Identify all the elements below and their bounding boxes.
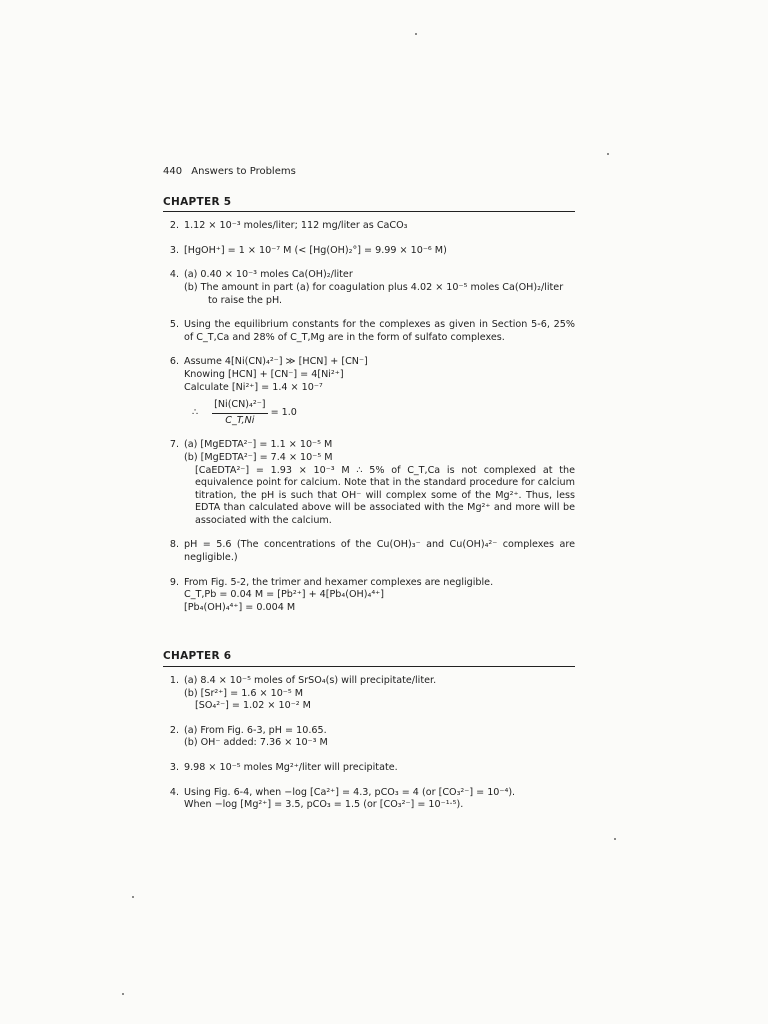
answer-line: (b) The amount in part (a) for coagulation plus 4.02 × 10⁻⁵ moles Ca(OH)₂/liter [184,281,564,293]
page-number: 440 [163,166,183,177]
fraction-result: = 1.0 [270,406,297,418]
scan-speck [122,993,124,995]
answer-number: 5. [169,319,179,331]
answer-line: [CaEDTA²⁻] = 1.93 × 10⁻³ M ∴ 5% of C_T,Ca is not complexed at the equivalence point for calcium. Note that in the standard procedure for calcium titration, the pH is such that OH⁻ will complex some of the Mg²⁺. Thus, less EDTA than calculated above will be associated with the Mg²⁺ and more will be associated with the calcium. [195,464,575,526]
answer-line: Knowing [HCN] + [CN⁻] = 4[Ni²⁺] [184,368,344,380]
answer-line: [HgOH⁺] = 1 × 10⁻⁷ M (< [Hg(OH)₂°] = 9.99 × 10⁻⁶ M) [184,244,447,256]
answer-number: 3. [169,244,179,256]
answer-line: (b) [MgEDTA²⁻] = 7.4 × 10⁻⁵ M [184,451,333,463]
answer-line: 9.98 × 10⁻⁵ moles Mg²⁺/liter will precipitate. [184,762,398,773]
fraction-numerator: [Ni(CN)₄²⁻] [212,399,267,414]
answer-line: From Fig. 5-2, the trimer and hexamer complexes are negligible. [184,576,494,588]
answer-item [163,577,575,615]
answer-number: 3. [169,762,179,773]
answer-line: 1.12 × 10⁻³ moles/liter; 112 mg/liter as CaCO₃ [184,220,408,232]
answer-item [163,439,575,527]
answer-line: pH = 5.6 (The concentrations of the Cu(OH)₃⁻ and Cu(OH)₄²⁻ complexes are negligible.) [184,539,575,564]
chapter-heading: CHAPTER 5 [163,196,575,213]
chapter-section [163,196,575,615]
answer-number: 2. [169,724,179,736]
answer-number: 4. [169,269,179,281]
scan-speck [614,838,616,840]
answer-line: (a) [MgEDTA²⁻] = 1.1 × 10⁻⁵ M [184,439,333,451]
answer-line: When −log [Mg²⁺] = 3.5, pCO₃ = 1.5 (or [CO₃²⁻] = 10⁻¹·⁵). [184,799,464,811]
answer-line: (a) 0.40 × 10⁻³ moles Ca(OH)₂/liter [184,269,353,281]
answer-item [163,220,575,233]
scan-speck [415,33,417,35]
answer-line: (b) [Sr²⁺] = 1.6 × 10⁻⁵ M [184,687,304,699]
fraction-denominator: C_T,Ni [225,414,255,426]
answer-line: to raise the pH. [208,294,283,306]
answer-item [163,269,575,307]
answer-line: Using the equilibrium constants for the complexes as given in Section 5-6, 25% of C_T,Ca and 28% of C_T,Mg are in the form of sulfato complexes. [184,319,575,343]
answer-item [163,356,575,427]
scan-speck [607,153,609,155]
answer-line: (a) From Fig. 6-3, pH = 10.65. [184,724,327,736]
answer-number: 9. [169,576,179,588]
answer-line: C_T,Pb = 0.04 M = [Pb²⁺] + 4[Pb₄(OH)₄⁴⁺] [184,589,384,601]
answer-line: [SO₄²⁻] = 1.02 × 10⁻² M [195,700,311,712]
answer-item [163,725,575,750]
answer-line: Using Fig. 6-4, when −log [Ca²⁺] = 4.3, pCO₃ = 4 (or [CO₃²⁻] = 10⁻⁴). [184,786,516,798]
answer-number: 8. [169,539,179,551]
answer-number: 6. [169,356,179,368]
ratio-equation [192,399,575,427]
answer-line: (b) OH⁻ added: 7.36 × 10⁻³ M [184,737,328,749]
answer-line: [Pb₄(OH)₄⁴⁺] = 0.004 M [184,601,296,613]
answer-line: (a) 8.4 × 10⁻⁵ moles of SrSO₄(s) will precipitate/liter. [184,675,437,687]
answer-item [163,787,575,812]
running-head [163,166,575,179]
chapter-heading: CHAPTER 6 [163,650,575,667]
answer-number: 4. [169,786,179,798]
answer-item [163,675,575,713]
answer-item [163,762,575,775]
therefore-symbol: ∴ [192,406,199,418]
answer-line: Assume 4[Ni(CN)₄²⁻] ≫ [HCN] + [CN⁻] [184,356,368,368]
fraction [212,399,267,427]
answer-line: Calculate [Ni²⁺] = 1.4 × 10⁻⁷ [184,381,323,393]
chapter-section [163,650,575,811]
scan-speck [132,896,134,898]
answer-item [163,319,575,344]
answer-number: 7. [169,439,179,451]
book-page [163,166,575,824]
answer-number: 2. [169,220,179,232]
answer-number: 1. [169,675,179,687]
answer-item [163,539,575,564]
answer-item [163,245,575,258]
running-title: Answers to Problems [191,166,296,177]
